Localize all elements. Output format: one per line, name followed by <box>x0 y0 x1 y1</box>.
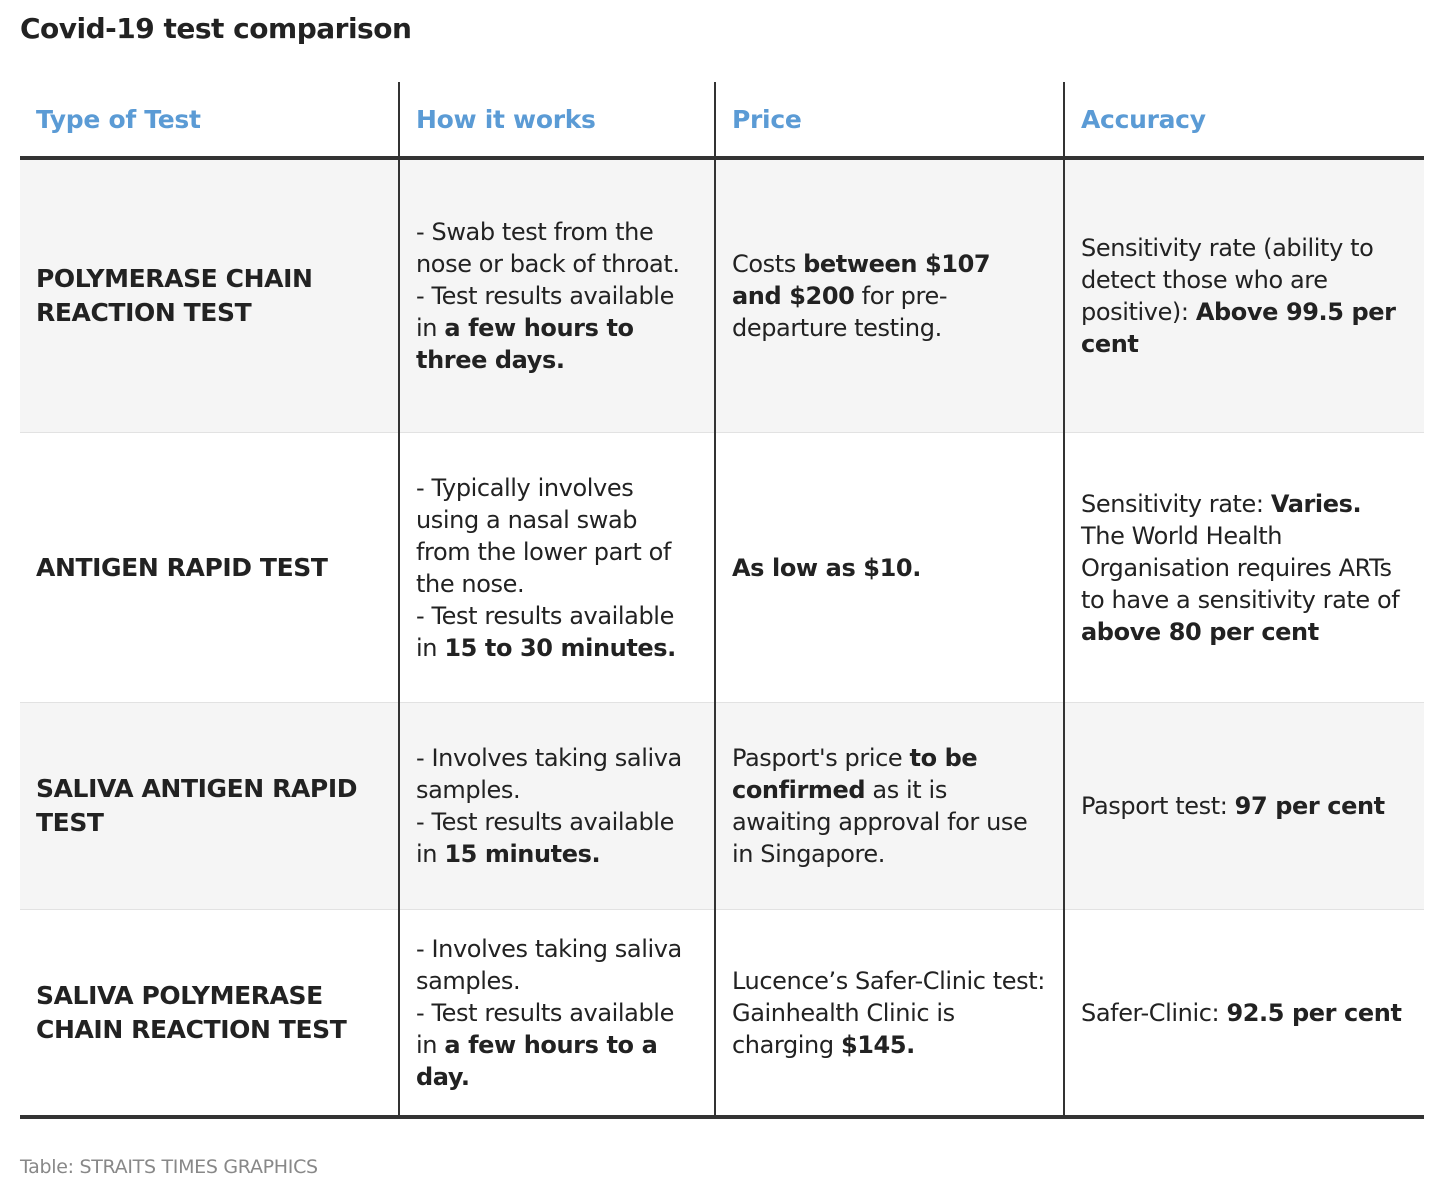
accuracy-text: Safer-Clinic: <box>1081 998 1227 1027</box>
accuracy-highlight: Above 99.5 per cent <box>1081 298 1396 358</box>
how-line2-highlight: a few hours to three days. <box>416 314 634 374</box>
how-line2-highlight: a few hours to a day. <box>416 1030 658 1091</box>
price-text-post: as it is awaiting approval for use in Singapore. <box>732 776 1028 868</box>
price-text-post: for pre-departure testing. <box>732 282 948 342</box>
how-line2-text: - Test results available in <box>416 998 674 1059</box>
accuracy-cell <box>1064 703 1424 910</box>
header-accuracy: Accuracy <box>1064 82 1424 158</box>
table-row <box>20 910 1424 1118</box>
test-type-cell: SALIVA ANTIGEN RAPID TEST <box>20 703 399 910</box>
accuracy-text-mid: The World Health Organisation requires ARTs to have a sensitivity rate of <box>1081 521 1400 614</box>
header-how-it-works: How it works <box>399 82 715 158</box>
how-line2-highlight: 15 minutes. <box>444 840 601 868</box>
how-line2-text: - Test results available in <box>416 282 674 342</box>
price-highlight: to be confirmed <box>732 744 978 804</box>
accuracy-highlight: 92.5 per cent <box>1226 998 1402 1027</box>
how-line1: - Typically involves using a nasal swab from the lower part of the nose. <box>416 473 671 598</box>
how-it-works-cell <box>399 703 715 910</box>
price-text: Pasport's price <box>732 744 910 772</box>
how-line1: - Swab test from the nose or back of throat. <box>416 218 680 278</box>
how-line2-text: - Test results available in <box>416 808 674 868</box>
price-highlight: between $107 and $200 <box>732 250 991 310</box>
accuracy-text: Sensitivity rate (ability to detect those who are positive): <box>1081 234 1374 326</box>
table-row <box>20 433 1424 703</box>
accuracy-highlight: Varies. <box>1270 489 1362 518</box>
price-cell <box>715 910 1064 1118</box>
accuracy-text: Pasport test: <box>1081 792 1235 820</box>
how-line2-text: - Test results available in <box>416 601 674 662</box>
accuracy-highlight: 97 per cent <box>1234 792 1385 820</box>
accuracy-cell <box>1064 433 1424 703</box>
price-cell <box>715 433 1064 703</box>
price-cell <box>715 703 1064 910</box>
price-cell <box>715 158 1064 433</box>
price-highlight: As low as $10. <box>732 553 921 582</box>
accuracy-cell <box>1064 158 1424 433</box>
how-line1: - Involves taking saliva samples. <box>416 934 682 995</box>
how-line1: - Involves taking saliva samples. <box>416 744 682 804</box>
page-title: Covid-19 test comparison <box>20 12 412 45</box>
how-line2-highlight: 15 to 30 minutes. <box>444 633 676 662</box>
test-type-cell: ANTIGEN RAPID TEST <box>20 433 399 703</box>
how-it-works-cell <box>399 433 715 703</box>
header-row <box>20 82 1424 158</box>
price-text: Lucence’s Safer-Clinic test: Gainhealth Clinic is charging <box>732 966 1045 1059</box>
how-it-works-cell <box>399 910 715 1118</box>
header-type-of-test: Type of Test <box>20 82 399 158</box>
accuracy-text: Sensitivity rate: <box>1081 489 1271 518</box>
table-row <box>20 703 1424 910</box>
comparison-table <box>20 82 1424 1119</box>
test-type-cell: SALIVA POLYMERASE CHAIN REACTION TEST <box>20 910 399 1118</box>
price-highlight: $145. <box>840 1030 915 1059</box>
how-it-works-cell <box>399 158 715 433</box>
source-credit: Table: STRAITS TIMES GRAPHICS <box>20 1156 318 1178</box>
accuracy-highlight-2: above 80 per cent <box>1081 617 1319 646</box>
table-row <box>20 158 1424 433</box>
accuracy-cell <box>1064 910 1424 1118</box>
price-text: Costs <box>732 250 804 278</box>
test-type-cell: POLYMERASE CHAIN REACTION TEST <box>20 158 399 433</box>
header-price: Price <box>715 82 1064 158</box>
